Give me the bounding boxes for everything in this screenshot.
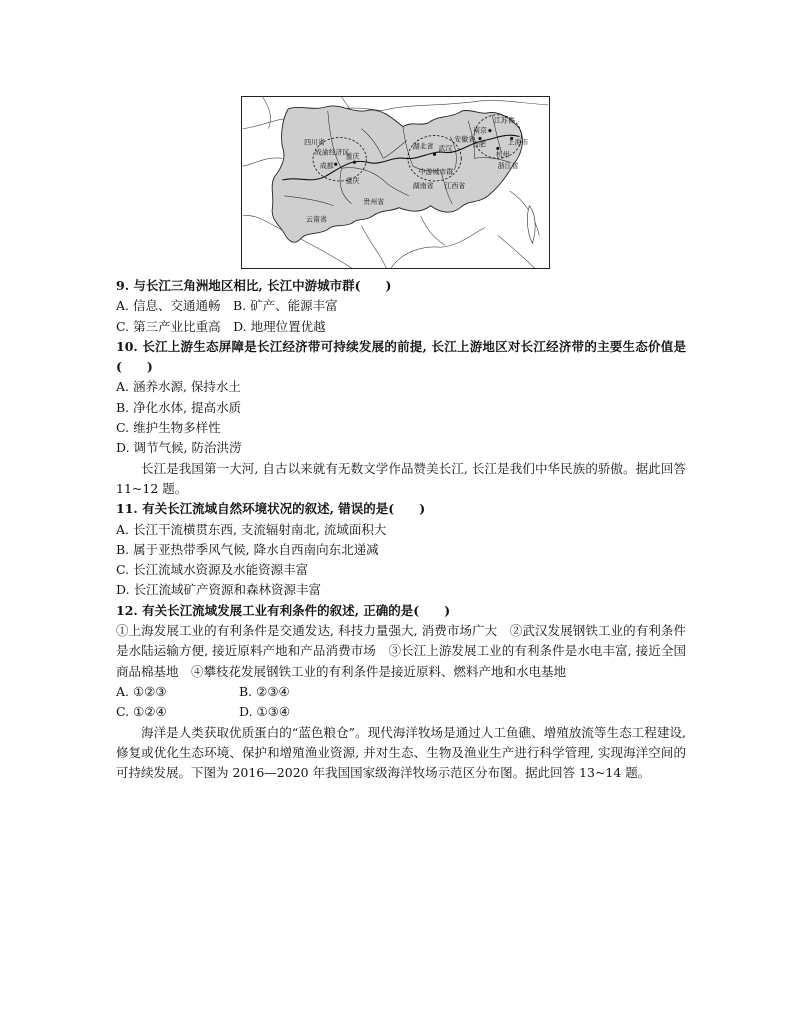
- label-hangzhou: 杭州: [495, 150, 510, 159]
- label-chongqing-2: 重庆: [345, 176, 360, 185]
- label-zhejiang: 浙江省: [497, 162, 519, 171]
- q9-option-row-1: A. 信息、交通通畅 B. 矿产、能源丰富: [116, 298, 338, 314]
- label-chongqing: 重庆: [345, 152, 360, 161]
- yangtze-economic-belt-map: [241, 96, 550, 269]
- label-jiangsu: 江苏省: [493, 116, 515, 125]
- label-chengyu: 成渝经济区: [314, 148, 350, 157]
- label-sichuan: 四川省: [304, 138, 325, 147]
- label-guizhou: 贵州省: [363, 197, 385, 206]
- q12-option-row-2: [116, 702, 686, 722]
- label-nanjing: 南京: [473, 126, 487, 135]
- passage-yangtze: 长江是我国第一大河, 自古以来就有无数文学作品赞美长江, 长江是我们中华民族的骄傲。据此回答 11~12 题。: [116, 460, 686, 496]
- chengdu-dot: [334, 163, 337, 166]
- q12-option-row-1: [116, 682, 686, 702]
- q10-option-b: B. 净化水体, 提高水质: [116, 399, 242, 415]
- label-anhui: 安徽省: [454, 135, 476, 144]
- label-yunnan: 云南省: [306, 215, 327, 224]
- q10-option-c: C. 维护生物多样性: [116, 420, 221, 436]
- q9-stem: 9. 与长江三角洲地区相比, 长江中游城市群( ): [116, 278, 392, 293]
- label-hunan: 湖南省: [412, 181, 434, 190]
- q11-option-d: D. 长江流域矿产资源和森林资源丰富: [116, 582, 322, 598]
- nanjing-dot: [488, 129, 491, 132]
- q11-stem: 11. 有关长江流域自然环境状况的叙述, 错误的是( ): [116, 501, 426, 517]
- label-chengdu: 成都: [319, 162, 334, 171]
- label-hefei: 合肥: [472, 140, 486, 149]
- passage-ocean-ranch: 海洋是人类获取优质蛋白的“蓝色粮仓”。现代海洋牧场是通过人工鱼礁、增殖放流等生态工程建设, 修复或优化生态环境、保护和增殖渔业资源, 并对生态、生物及渔业生产进行科学管理, 实现海洋空间的可持续发展。下图为 2016—2020 年我国国家级海洋牧场示范区分布图。据此回答 13~14 题。: [116, 724, 686, 781]
- q10-stem: 10. 长江上游生态屏障是长江经济带可持续发展的前提, 长江上游地区对长江经济带的主要生态价值是( ): [116, 338, 686, 375]
- q12-option-d: D. ①③④: [239, 704, 291, 720]
- q12-option-b: B. ②③④: [239, 683, 290, 699]
- q12-stem: 12. 有关长江流域发展工业有利条件的叙述, 正确的是( ): [116, 602, 451, 618]
- label-shanghai: 上海市: [507, 138, 529, 147]
- q11-option-c: C. 长江流域水资源及水能资源丰富: [116, 562, 309, 578]
- question-content: [116, 276, 686, 783]
- q12-option-a: A. ①②③: [116, 683, 167, 699]
- label-zhongyou: 中游城市群: [418, 168, 454, 177]
- label-wuhan: 武汉: [438, 144, 453, 153]
- q12-statements: ①上海发展工业的有利条件是交通发达, 科技力量强大, 消费市场广大 ②武汉发展钢铁工业的有利条件是水陆运输方便, 接近原料产地和产品消费市场 ③长江上游发展工业的有利条件是水电丰富, 接近全国商品棉基地 ④攀枝花发展钢铁工业的有利条件是接近原料、燃料产地和水电基地: [116, 623, 686, 679]
- q10-option-d: D. 调节气候, 防治洪涝: [116, 440, 242, 456]
- taiwan-shape: [527, 206, 535, 244]
- wuhan-dot: [433, 153, 436, 156]
- label-hubei: 湖北省: [412, 142, 434, 151]
- q9-option-row-2: C. 第三产业比重高 D. 地理位置优越: [116, 318, 326, 334]
- q11-option-b: B. 属于亚热带季风气候, 降水自西南向东北递减: [116, 541, 379, 557]
- q10-option-a: A. 涵养水源, 保持水土: [116, 379, 241, 395]
- q11-option-a: A. 长江干流横贯东西, 支流辐射南北, 流域面积大: [116, 521, 387, 537]
- chongqing-dot: [353, 161, 356, 164]
- q12-option-c: C. ①②④: [116, 704, 167, 720]
- label-jiangxi: 江西省: [444, 181, 466, 190]
